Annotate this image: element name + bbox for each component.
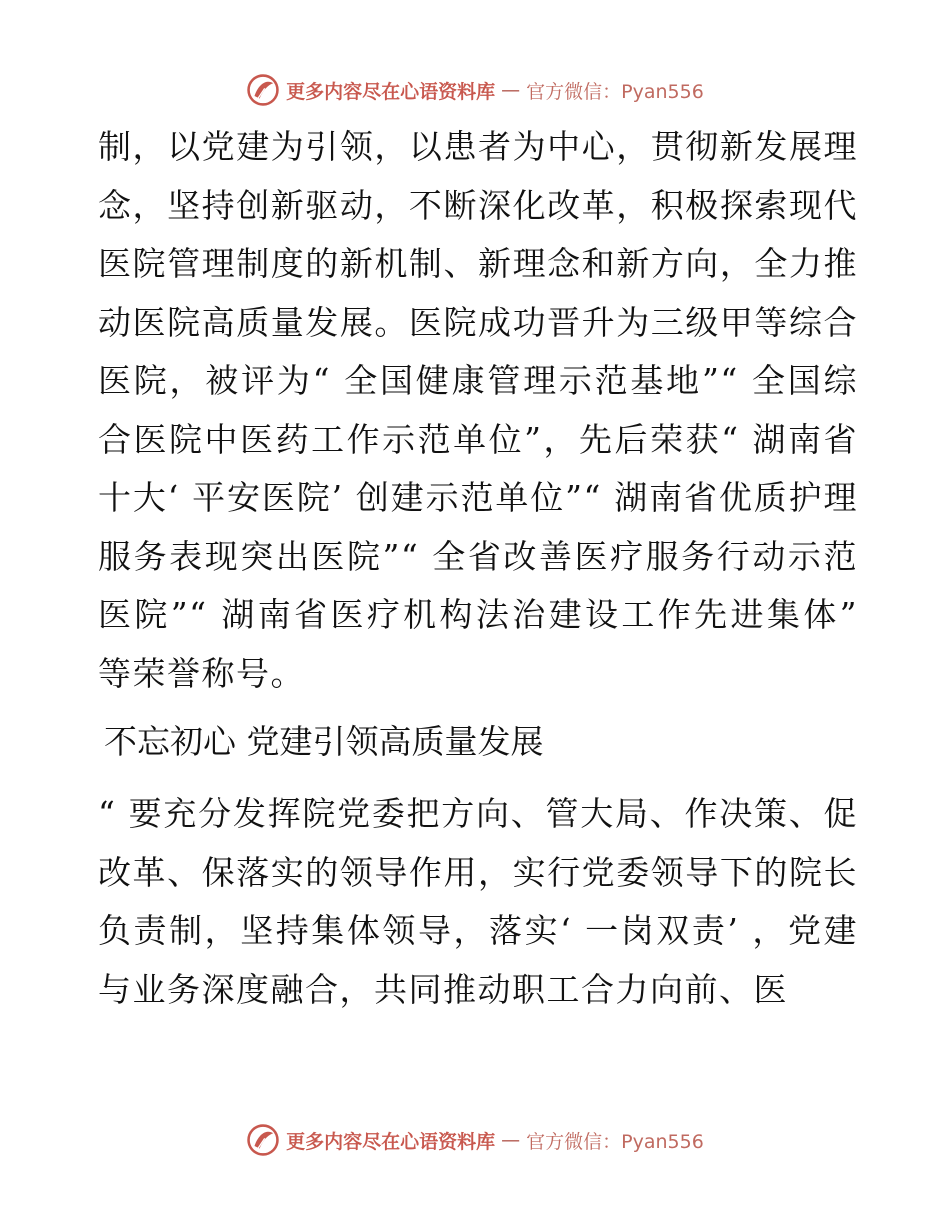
header-dash: — [501, 79, 521, 101]
brand-logo-icon [246, 73, 280, 107]
footer-banner [0, 1120, 950, 1160]
header-contact-text: 官方微信：Pyan556 [526, 80, 704, 103]
paragraph-1: 制，以党建为引领，以患者为中心，贯彻新发展理念，坚持创新驱动，不断深化改革，积极探索现代医院管理制度的新机制、新理念和新方向，全力推动医院高质量发展。医院成功晋升为三级甲等综合医院，被评为“ 全国健康管理示范基地”“ 全国综合医院中医药工作示范单位”，先后荣获“ 湖南省十大‘ 平安医院’ 创建示范单位”“ 湖南省优质护理服务表现突出医院”“ 全省改善医疗服务行动示范医院”“ 湖南省医疗机构法治建设工作先进集体” 等荣誉称号。 [98, 127, 858, 693]
header-banner-inner [246, 73, 704, 107]
footer-brand-text: 更多内容尽在心语资料库 [286, 1130, 496, 1153]
header-brand-text: 更多内容尽在心语资料库 [286, 80, 496, 103]
section-heading: 不忘初心 党建引领高质量发展 [104, 722, 544, 761]
footer-banner-inner [246, 1123, 704, 1157]
document-body [98, 118, 858, 1019]
footer-dash: — [501, 1129, 521, 1151]
footer-contact-text: 官方微信：Pyan556 [526, 1130, 704, 1153]
header-banner [0, 70, 950, 110]
brand-logo-icon [246, 1123, 280, 1157]
paragraph-2: “ 要充分发挥院党委把方向、管大局、作决策、促改革、保落实的领导作用，实行党委领导下的院长负责制，坚持集体领导，落实‘ 一岗双责’ ，党建与业务深度融合，共同推动职工合力向前、医 [98, 794, 858, 1009]
